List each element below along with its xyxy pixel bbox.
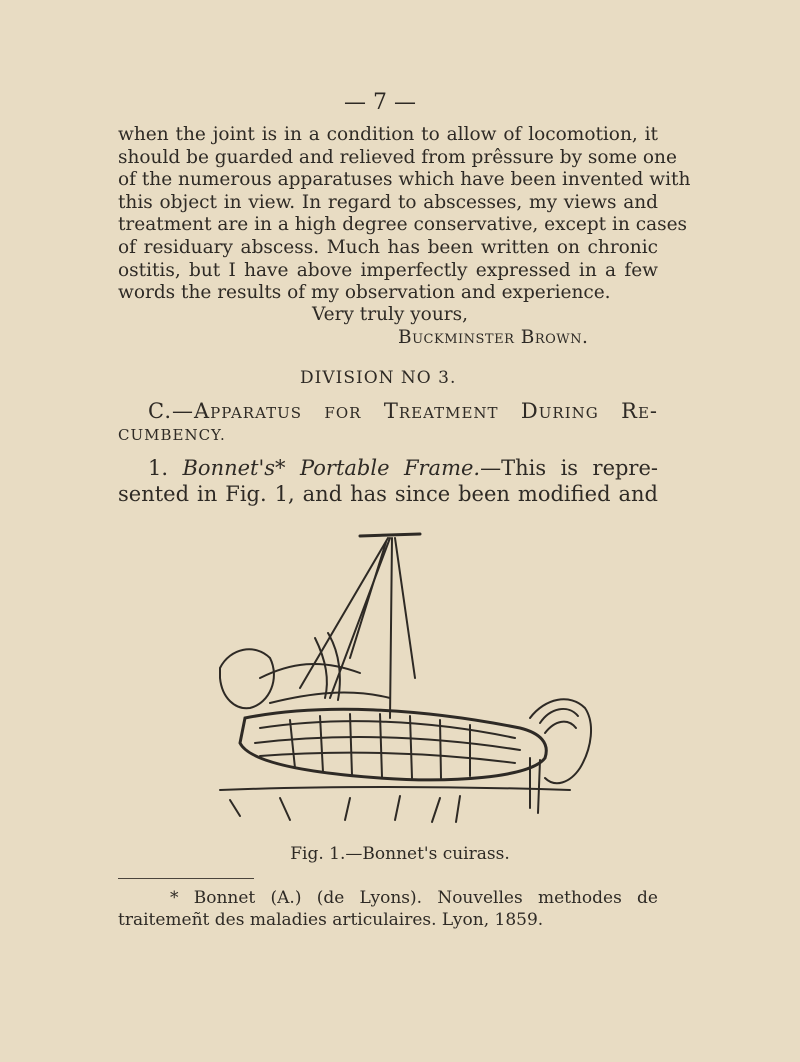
footnote-line: traitemeñt des maladies articulaires. Lyon, 1859. [118, 910, 544, 930]
text-line: words the results of my observation and experience. [118, 282, 611, 304]
salutation: Very truly yours, [312, 304, 468, 325]
footnote-divider [118, 878, 254, 879]
section-heading [118, 397, 658, 445]
footnote-line: * Bonnet (A.) (de Lyons). Nouvelles methodes de [170, 888, 658, 908]
footnote [118, 887, 658, 931]
text-line: ostitis, but I have above imperfectly expressed in a few [118, 259, 658, 281]
text-line: treatment are in a high degree conservative, except in cases [118, 214, 688, 236]
item-number: 1. [148, 456, 169, 480]
signature: Buckminster Brown. [398, 327, 589, 348]
text-line: of residuary abscess. Much has been written on chronic [118, 236, 658, 258]
division-heading: DIVISION NO 3. [300, 368, 457, 388]
section-heading-line2: CUMBENCY. [118, 426, 226, 444]
page-number: — 7 — [344, 90, 416, 115]
figure-illustration [200, 528, 600, 828]
bonnet-cuirass-engraving [200, 528, 600, 828]
paragraph-line2: sented in Fig. 1, and has since been modified and [118, 482, 658, 506]
section-heading-line1: C.—Apparatus for Treatment During Re- [148, 399, 658, 423]
text-line: when the joint is in a condition to allow of locomotion, it [118, 124, 658, 145]
text-line: this object in view. In regard to abscesses, my views and [118, 191, 658, 213]
item-text: —This is repre- [480, 456, 658, 480]
letter-body [118, 124, 691, 305]
text-line: of the numerous apparatuses which have been invented with [118, 169, 691, 191]
text-line: should be guarded and relieved from prêssure by some one [118, 146, 677, 168]
paragraph [118, 455, 658, 507]
item-title: Bonnet's* Portable Frame. [182, 456, 481, 480]
paragraph-line1 [118, 455, 658, 481]
figure-caption: Fig. 1.—Bonnet's cuirass. [290, 844, 510, 864]
